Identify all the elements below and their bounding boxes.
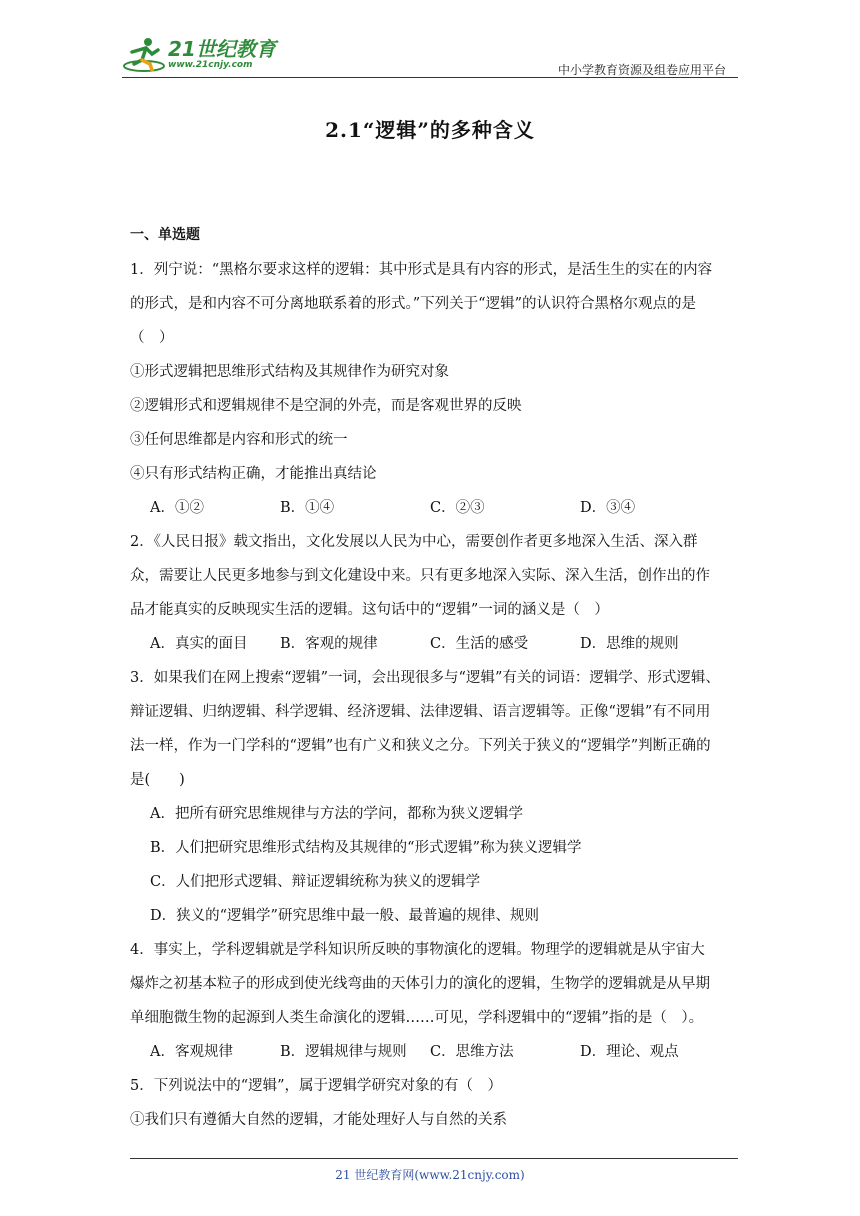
- q2-option-b: B．客观的规律: [280, 636, 378, 652]
- q4-line-1: 4．事实上，学科逻辑就是学科知识所反映的事物演化的逻辑。物理学的逻辑就是从宇宙大: [130, 942, 705, 958]
- q1-statement-1: ①形式逻辑把思维形式结构及其规律作为研究对象: [130, 364, 449, 380]
- q1-option-b: B．①④: [280, 500, 335, 516]
- q1-line-1: 1．列宁说：“黑格尔要求这样的逻辑：其中形式是具有内容的形式，是活生生的实在的内容: [130, 262, 713, 278]
- page-footer: 21 世纪教育网(www.21cnjy.com): [335, 1168, 525, 1182]
- q3-line-4: 是( ): [130, 772, 185, 788]
- q3-line-1: 3．如果我们在网上搜索“逻辑”一词，会出现很多与“逻辑”有关的词语：逻辑学、形式逻辑、: [130, 670, 720, 686]
- q2-line-3: 品才能真实的反映现实生活的逻辑。这句话中的“逻辑”一词的涵义是（ ）: [130, 602, 609, 618]
- q3-line-3: 法一样，作为一门学科的“逻辑”也有广义和狭义之分。下列关于狭义的“逻辑学”判断正确的: [130, 738, 711, 754]
- q3-option-a: A．把所有研究思维规律与方法的学问，都称为狭义逻辑学: [150, 806, 523, 822]
- q4-option-d: D．理论、观点: [580, 1044, 679, 1060]
- q3-option-d: D．狭义的“逻辑学”研究思维中最一般、最普遍的规律、规则: [150, 908, 539, 924]
- q4-line-3: 单细胞微生物的起源到人类生命演化的逻辑……可见，学科逻辑中的“逻辑”指的是（ ）。: [130, 1010, 704, 1026]
- runner-logo-icon: [122, 34, 166, 74]
- q1-line-2: 的形式，是和内容不可分离地联系着的形式。”下列关于“逻辑”的认识符合黑格尔观点的是: [130, 296, 696, 312]
- q2-line-1: 2．《人民日报》载文指出，文化发展以人民为中心，需要创作者更多地深入生活、深入群: [130, 534, 698, 550]
- platform-name: 中小学教育资源及组卷应用平台: [557, 63, 726, 77]
- q2-option-c: C．生活的感受: [430, 636, 529, 652]
- q4-option-a: A．客观规律: [150, 1044, 233, 1060]
- page-title: 2.1“逻辑”的多种含义: [325, 118, 535, 142]
- q3-line-2: 辩证逻辑、归纳逻辑、科学逻辑、经济逻辑、法律逻辑、语言逻辑等。正像“逻辑”有不同用: [130, 704, 711, 720]
- q3-option-b: B．人们把研究思维形式结构及其规律的“形式逻辑”称为狭义逻辑学: [150, 840, 582, 856]
- q2-option-d: D．思维的规则: [580, 636, 679, 652]
- q5-statement-1: ①我们只有遵循大自然的逻辑，才能处理好人与自然的关系: [130, 1112, 507, 1128]
- q2-option-a: A．真实的面目: [150, 636, 248, 652]
- logo-title: 21世纪教育: [168, 37, 276, 61]
- q5-line-1: 5．下列说法中的“逻辑”，属于逻辑学研究对象的有（ ）: [130, 1078, 503, 1094]
- q1-line-3: （ ）: [130, 330, 174, 346]
- q4-option-b: B．逻辑规律与规则: [280, 1044, 407, 1060]
- q3-option-c: C．人们把形式逻辑、辩证逻辑统称为狭义的逻辑学: [150, 874, 481, 890]
- page-header: [122, 30, 738, 78]
- q4-line-2: 爆炸之初基本粒子的形成到使光线弯曲的天体引力的演化的逻辑，生物学的逻辑就是从早期: [130, 976, 710, 992]
- logo-url: www.21cnjy.com: [168, 60, 253, 70]
- q1-option-d: D．③④: [580, 500, 636, 516]
- q1-option-c: C．②③: [430, 500, 485, 516]
- q2-line-2: 众，需要让人民更多地参与到文化建设中来。只有更多地深入实际、深入生活，创作出的作: [130, 568, 710, 584]
- q1-statement-3: ③任何思维都是内容和形式的统一: [130, 432, 348, 448]
- footer-divider: [130, 1158, 738, 1159]
- q1-option-a: A．①②: [150, 500, 204, 516]
- site-logo: [122, 34, 276, 74]
- q4-option-c: C．思维方法: [430, 1044, 514, 1060]
- section-heading: 一、单选题: [130, 227, 200, 243]
- q1-statement-4: ④只有形式结构正确，才能推出真结论: [130, 466, 377, 482]
- header-divider: [122, 77, 738, 78]
- q1-statement-2: ②逻辑形式和逻辑规律不是空洞的外壳，而是客观世界的反映: [130, 398, 522, 414]
